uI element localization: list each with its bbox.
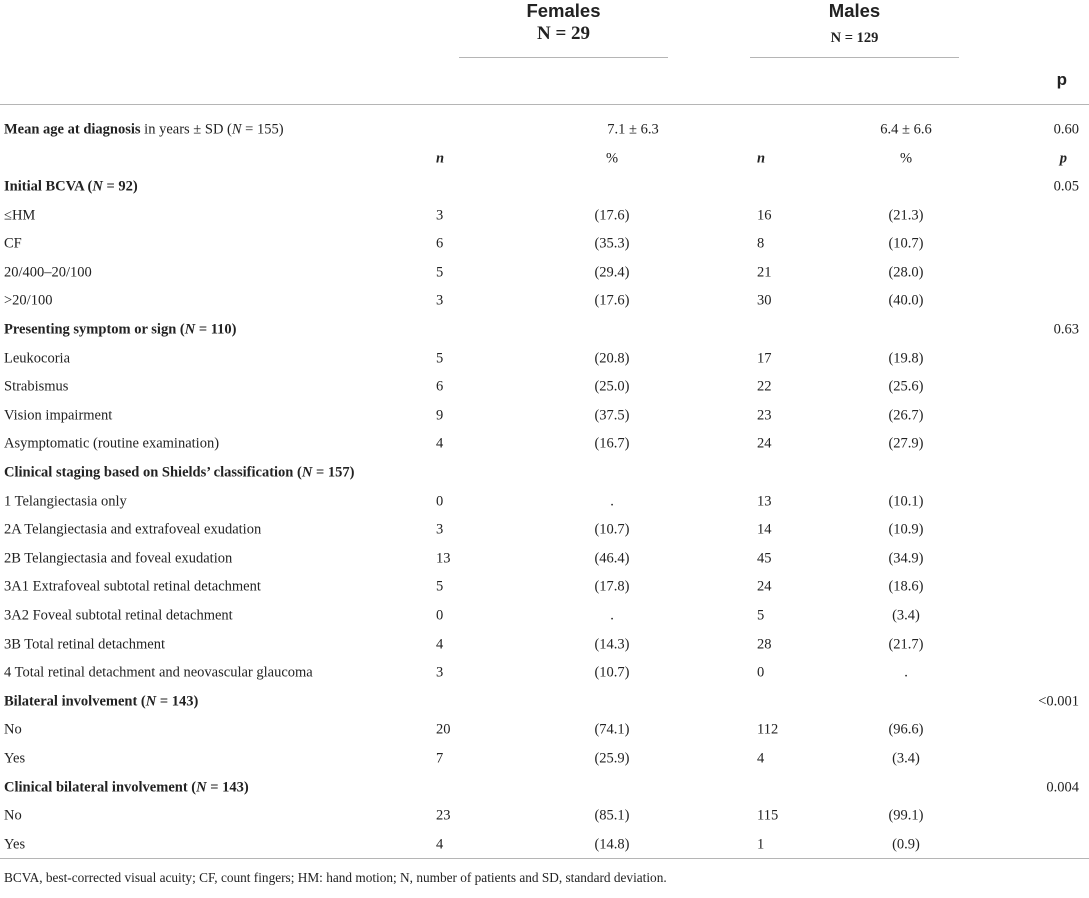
mean-age-females: 7.1 ± 6.3: [607, 121, 659, 137]
males-n-cell: 1: [757, 836, 765, 853]
row-label: 1 Telangiectasia only: [4, 493, 127, 510]
males-n: N = 129: [830, 30, 879, 46]
table-row: [0, 201, 1089, 230]
section-label: Clinical bilateral involvement (N = 143): [4, 779, 249, 796]
table-row: [0, 830, 1089, 859]
section-label: Presenting symptom or sign (N = 110): [4, 321, 237, 338]
section-row: [0, 173, 1089, 202]
males-n-cell: 5: [757, 607, 765, 624]
males-pct-cell: (10.7): [888, 235, 924, 252]
females-pct-cell: (17.8): [594, 578, 630, 595]
males-n-col-header: n: [757, 150, 766, 166]
males-n-cell: 45: [757, 550, 772, 567]
females-pct-cell: (20.8): [594, 350, 630, 367]
section-p-value: 0.63: [1053, 321, 1079, 338]
table-row: [0, 602, 1089, 631]
table-row: [0, 745, 1089, 774]
column-subheader-row: [0, 144, 1089, 173]
section-p-value: 0.05: [1053, 178, 1079, 195]
table-row: [0, 802, 1089, 831]
table-row: [0, 573, 1089, 602]
row-label: No: [4, 807, 22, 824]
males-pct-cell: (3.4): [892, 750, 920, 767]
table-row: [0, 287, 1089, 316]
males-n-cell: 23: [757, 407, 772, 424]
females-header: [459, 0, 668, 46]
table-row: [0, 230, 1089, 259]
males-pct-cell: (0.9): [892, 836, 920, 853]
females-pct-cell: (25.9): [594, 750, 630, 767]
row-label: CF: [4, 235, 22, 252]
males-n-cell: 4: [757, 750, 765, 767]
males-n-cell: 24: [757, 578, 772, 595]
females-n-cell: 9: [436, 407, 444, 424]
row-label: 3A1 Extrafoveal subtotal retinal detachment: [4, 578, 261, 595]
males-pct-cell: (99.1): [888, 807, 924, 824]
males-pct-cell: (28.0): [888, 264, 924, 281]
males-pct-col-header: %: [899, 150, 913, 166]
males-header-rule: [750, 57, 959, 58]
females-pct-cell: (10.7): [594, 521, 630, 538]
females-pct-cell: .: [610, 607, 614, 624]
row-label: Yes: [4, 750, 26, 767]
males-n-cell: 115: [757, 807, 779, 824]
row-label: Leukocoria: [4, 350, 71, 367]
females-pct-cell: (74.1): [594, 721, 630, 738]
females-n: N = 29: [536, 23, 591, 44]
females-n-cell: 3: [436, 207, 444, 224]
males-n-cell: 16: [757, 207, 772, 224]
mean-age-label: Mean age at diagnosis in years ± SD (N = 155): [4, 121, 284, 137]
females-n-cell: 5: [436, 264, 444, 281]
table-row: [0, 344, 1089, 373]
females-pct-cell: (46.4): [594, 550, 630, 567]
females-n-cell: 6: [436, 378, 444, 395]
mean-age-p: 0.60: [1053, 121, 1079, 137]
row-label: >20/100: [4, 292, 53, 309]
section-label: Bilateral involvement (N = 143): [4, 693, 199, 710]
row-label: ≤HM: [4, 207, 36, 224]
table-row: [0, 516, 1089, 545]
row-label: Asymptomatic (routine examination): [4, 435, 220, 452]
section-row: [0, 687, 1089, 716]
row-label: Vision impairment: [4, 407, 113, 424]
females-n-cell: 4: [436, 836, 444, 853]
males-label: Males: [828, 0, 881, 21]
females-n-cell: 20: [436, 721, 451, 738]
females-pct-cell: (25.0): [594, 378, 630, 395]
p-col-header: p: [1059, 150, 1067, 166]
row-label: Yes: [4, 836, 26, 853]
females-pct-cell: (85.1): [594, 807, 630, 824]
section-label: Clinical staging based on Shields’ classification (N = 157): [4, 464, 355, 481]
males-n-cell: 8: [757, 235, 765, 252]
females-pct-cell: .: [610, 493, 614, 510]
table-row: [0, 487, 1089, 516]
row-label: 4 Total retinal detachment and neovascular glaucoma: [4, 664, 313, 681]
females-n-cell: 6: [436, 235, 444, 252]
section-row: [0, 773, 1089, 802]
row-label: Strabismus: [4, 378, 69, 395]
females-pct-cell: (29.4): [594, 264, 630, 281]
females-pct-cell: (35.3): [594, 235, 630, 252]
section-label: Initial BCVA (N = 92): [4, 178, 138, 195]
females-pct-col-header: %: [605, 150, 619, 166]
females-n-cell: 3: [436, 664, 444, 681]
males-pct-cell: (21.7): [888, 636, 924, 653]
females-label: Females: [526, 0, 601, 21]
females-n-cell: 7: [436, 750, 444, 767]
females-pct-cell: (10.7): [594, 664, 630, 681]
females-n-cell: 23: [436, 807, 451, 824]
table-footnote: BCVA, best-corrected visual acuity; CF, count fingers; HM: hand motion; N, number of patients and SD, standard deviation.: [4, 870, 667, 885]
females-pct-cell: (37.5): [594, 407, 630, 424]
males-pct-cell: (10.9): [888, 521, 924, 538]
row-label: 3B Total retinal detachment: [4, 636, 165, 653]
males-pct-cell: (21.3): [888, 207, 924, 224]
table-row: [0, 659, 1089, 688]
row-label: 3A2 Foveal subtotal retinal detachment: [4, 607, 233, 624]
row-label: 20/400–20/100: [4, 264, 92, 281]
females-n-cell: 13: [436, 550, 451, 567]
males-pct-cell: (34.9): [888, 550, 924, 567]
row-label: 2B Telangiectasia and foveal exudation: [4, 550, 233, 567]
row-label: No: [4, 721, 22, 738]
males-n-cell: 13: [757, 493, 772, 510]
females-n-cell: 3: [436, 521, 444, 538]
table-row: [0, 716, 1089, 745]
header-rule: [0, 104, 1089, 105]
males-pct-cell: (26.7): [888, 407, 924, 424]
p-value-header: p: [1056, 70, 1067, 89]
section-row: [0, 459, 1089, 488]
females-header-rule: [459, 57, 668, 58]
females-n-cell: 4: [436, 435, 444, 452]
males-header: [750, 0, 959, 48]
males-n-cell: 14: [757, 521, 772, 538]
females-n-cell: 5: [436, 578, 444, 595]
table-row: [0, 430, 1089, 459]
males-n-cell: 17: [757, 350, 772, 367]
table-row: [0, 401, 1089, 430]
males-pct-cell: (27.9): [888, 435, 924, 452]
males-n-cell: 112: [757, 721, 779, 738]
females-pct-cell: (14.8): [594, 836, 630, 853]
males-pct-cell: (10.1): [888, 493, 924, 510]
females-n-cell: 0: [436, 493, 444, 510]
females-n-cell: 5: [436, 350, 444, 367]
section-p-value: <0.001: [1038, 693, 1079, 710]
females-pct-cell: (17.6): [594, 292, 630, 309]
females-pct-cell: (17.6): [594, 207, 630, 224]
mean-age-males: 6.4 ± 6.6: [880, 121, 932, 137]
females-pct-cell: (14.3): [594, 636, 630, 653]
section-p-value: 0.004: [1046, 779, 1079, 796]
males-pct-cell: (3.4): [892, 607, 920, 624]
males-pct-cell: (18.6): [888, 578, 924, 595]
table-row: [0, 544, 1089, 573]
mean-age-row: [0, 115, 1089, 144]
males-n-cell: 21: [757, 264, 772, 281]
males-n-cell: 28: [757, 636, 772, 653]
females-n-col-header: n: [436, 150, 445, 166]
males-pct-cell: (19.8): [888, 350, 924, 367]
table-row: [0, 373, 1089, 402]
males-pct-cell: (40.0): [888, 292, 924, 309]
females-n-cell: 3: [436, 292, 444, 309]
males-pct-cell: (25.6): [888, 378, 924, 395]
males-n-cell: 24: [757, 435, 772, 452]
males-pct-cell: .: [904, 664, 908, 681]
footer-rule: [0, 858, 1089, 859]
males-n-cell: 30: [757, 292, 772, 309]
females-n-cell: 0: [436, 607, 444, 624]
females-n-cell: 4: [436, 636, 444, 653]
females-pct-cell: (16.7): [594, 435, 630, 452]
row-label: 2A Telangiectasia and extrafoveal exudation: [4, 521, 262, 538]
males-pct-cell: (96.6): [888, 721, 924, 738]
males-n-cell: 22: [757, 378, 772, 395]
males-n-cell: 0: [757, 664, 765, 681]
table-row: [0, 258, 1089, 287]
table-row: [0, 630, 1089, 659]
section-row: [0, 316, 1089, 345]
